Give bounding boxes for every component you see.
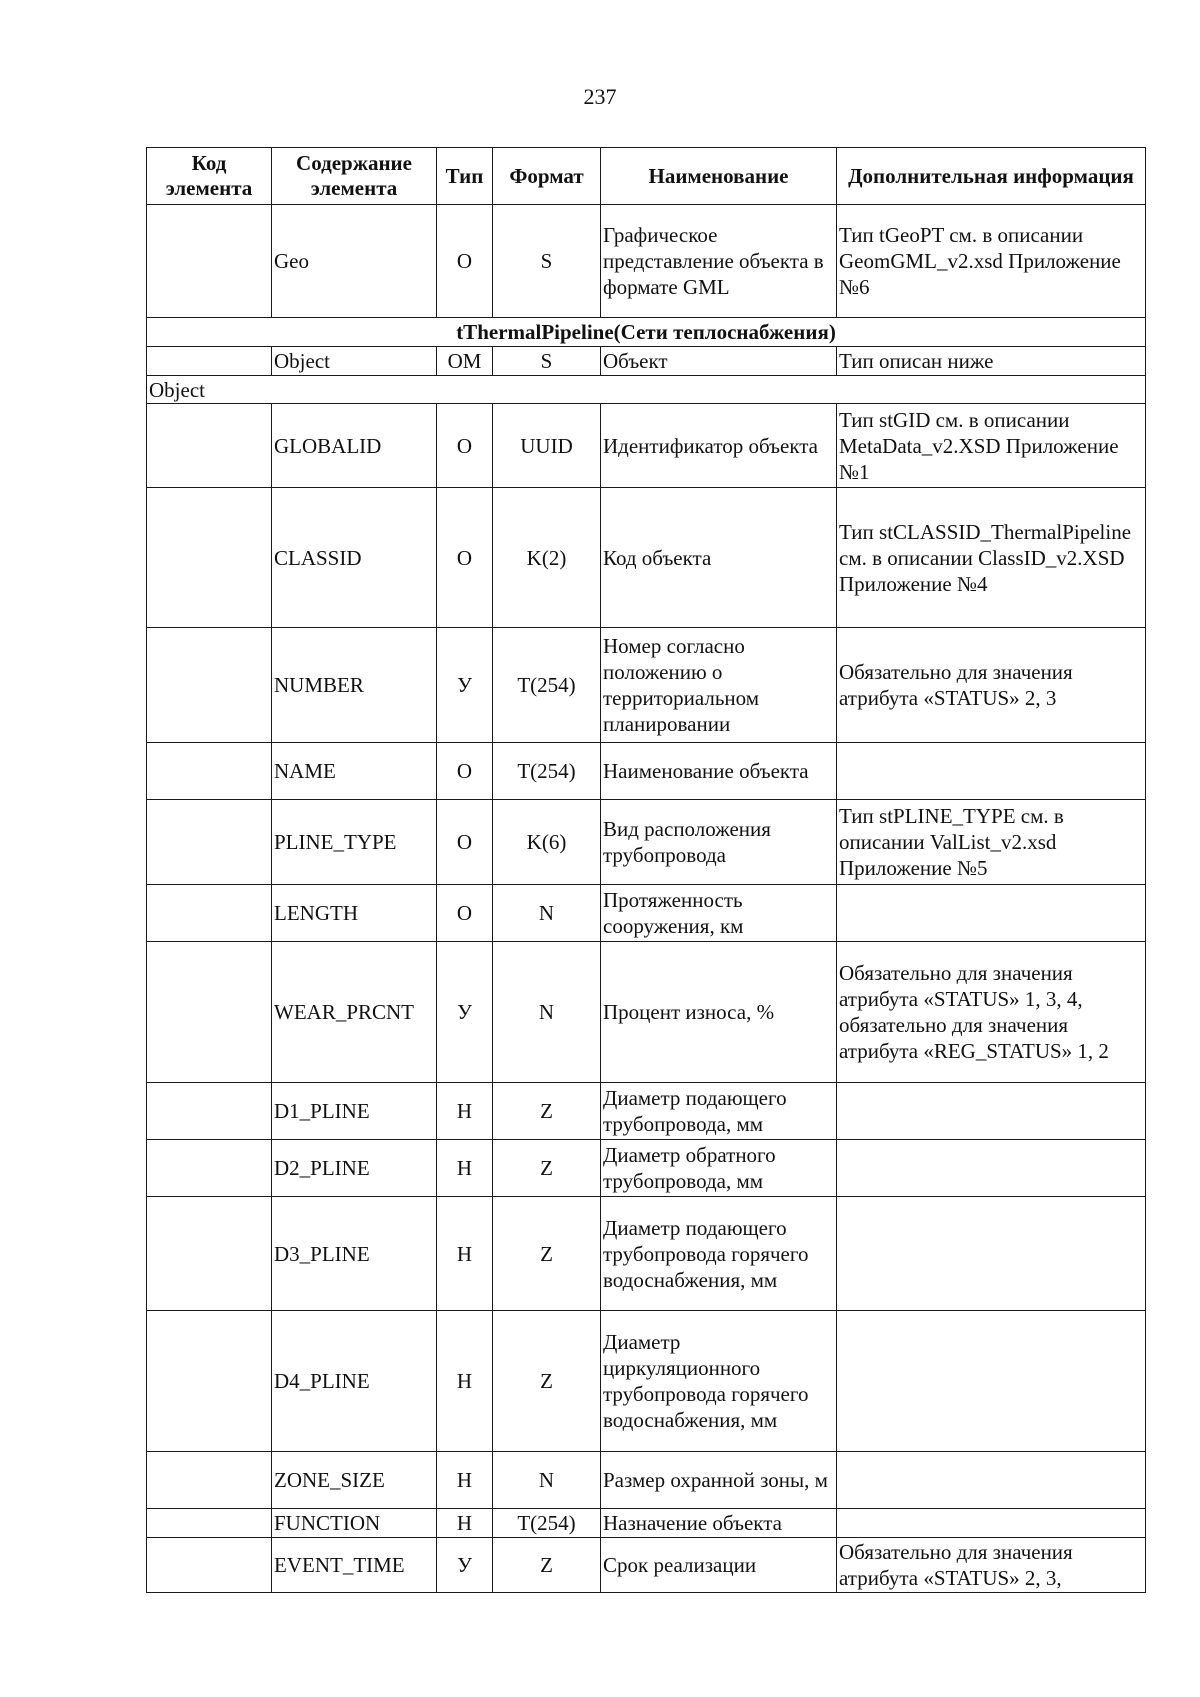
cell-code <box>147 1311 272 1452</box>
cell-type: О <box>437 488 493 628</box>
cell-name: Код объекта <box>601 488 837 628</box>
cell-content: NUMBER <box>272 628 437 743</box>
cell-format: T(254) <box>493 743 601 800</box>
cell-format: Z <box>493 1538 601 1593</box>
cell-name: Диаметр циркуляционного трубопровода горячего водоснабжения, мм <box>601 1311 837 1452</box>
cell-content: GLOBALID <box>272 404 437 488</box>
cell-format: S <box>493 205 601 318</box>
cell-content: CLASSID <box>272 488 437 628</box>
cell-code <box>147 1509 272 1538</box>
table-row <box>147 1509 1146 1538</box>
cell-name: Объект <box>601 347 837 376</box>
table-row <box>147 1197 1146 1311</box>
table-row <box>147 404 1146 488</box>
table-row <box>147 1083 1146 1140</box>
cell-code <box>147 488 272 628</box>
cell-content: FUNCTION <box>272 1509 437 1538</box>
header-name: Наименование <box>601 148 837 205</box>
table-row-object <box>147 347 1146 376</box>
cell-content: D4_PLINE <box>272 1311 437 1452</box>
cell-type: У <box>437 942 493 1083</box>
cell-format: Z <box>493 1197 601 1311</box>
cell-type: Н <box>437 1509 493 1538</box>
cell-type: О <box>437 404 493 488</box>
cell-type: У <box>437 628 493 743</box>
table-row <box>147 800 1146 885</box>
cell-format: S <box>493 347 601 376</box>
cell-type: ОМ <box>437 347 493 376</box>
page-number: 237 <box>583 84 617 109</box>
cell-info: Тип stGID см. в описании MetaData_v2.XSD Приложение №1 <box>837 404 1146 488</box>
cell-format: UUID <box>493 404 601 488</box>
header-content: Содержание элемента <box>272 148 437 205</box>
table-row-geo <box>147 205 1146 318</box>
cell-info <box>837 1452 1146 1509</box>
cell-code <box>147 1197 272 1311</box>
cell-format: Z <box>493 1140 601 1197</box>
cell-content: LENGTH <box>272 885 437 942</box>
cell-type: Н <box>437 1140 493 1197</box>
table-row <box>147 1538 1146 1593</box>
header-format: Формат <box>493 148 601 205</box>
group-label-row <box>147 376 1146 404</box>
cell-info: Тип stCLASSID_ThermalPipeline см. в описании ClassID_v2.XSD Приложение №4 <box>837 488 1146 628</box>
cell-type: Н <box>437 1452 493 1509</box>
cell-format: T(254) <box>493 1509 601 1538</box>
cell-name: Диаметр подающего трубопровода горячего водоснабжения, мм <box>601 1197 837 1311</box>
table-row <box>147 885 1146 942</box>
cell-content: WEAR_PRCNT <box>272 942 437 1083</box>
cell-format: T(254) <box>493 628 601 743</box>
cell-name: Назначение объекта <box>601 1509 837 1538</box>
cell-format: N <box>493 942 601 1083</box>
table-row <box>147 942 1146 1083</box>
cell-format: N <box>493 1452 601 1509</box>
cell-info <box>837 743 1146 800</box>
cell-code <box>147 885 272 942</box>
cell-code <box>147 404 272 488</box>
cell-info <box>837 1509 1146 1538</box>
table-row <box>147 488 1146 628</box>
cell-format: Z <box>493 1083 601 1140</box>
attribute-spec-table <box>146 147 1146 1593</box>
cell-info: Обязательно для значения атрибута «STATUS» 2, 3 <box>837 628 1146 743</box>
table-row <box>147 1140 1146 1197</box>
cell-info <box>837 885 1146 942</box>
cell-name: Диаметр подающего трубопровода, мм <box>601 1083 837 1140</box>
cell-type: О <box>437 205 493 318</box>
cell-name: Процент износа, % <box>601 942 837 1083</box>
cell-content: D1_PLINE <box>272 1083 437 1140</box>
cell-type: О <box>437 800 493 885</box>
section-title: tThermalPipeline(Сети теплоснабжения) <box>147 318 1146 347</box>
cell-code <box>147 743 272 800</box>
cell-content: D3_PLINE <box>272 1197 437 1311</box>
cell-code <box>147 1538 272 1593</box>
cell-content: Object <box>272 347 437 376</box>
cell-format: Z <box>493 1311 601 1452</box>
table-header-row <box>147 148 1146 205</box>
cell-format: K(2) <box>493 488 601 628</box>
table-row <box>147 1311 1146 1452</box>
cell-name: Вид расположения трубопровода <box>601 800 837 885</box>
cell-content: PLINE_TYPE <box>272 800 437 885</box>
cell-content: ZONE_SIZE <box>272 1452 437 1509</box>
cell-type: Н <box>437 1083 493 1140</box>
cell-format: N <box>493 885 601 942</box>
section-title-row <box>147 318 1146 347</box>
cell-type: У <box>437 1538 493 1593</box>
cell-name: Протяженность сооружения, км <box>601 885 837 942</box>
cell-name: Диаметр обратного трубопровода, мм <box>601 1140 837 1197</box>
cell-code <box>147 1083 272 1140</box>
table-row <box>147 1452 1146 1509</box>
header-info: Дополнительная информация <box>837 148 1146 205</box>
cell-name: Наименование объекта <box>601 743 837 800</box>
cell-info: Тип tGeoPT см. в описании GeomGML_v2.xsd Приложение №6 <box>837 205 1146 318</box>
cell-content: Geo <box>272 205 437 318</box>
cell-name: Срок реализации <box>601 1538 837 1593</box>
cell-info <box>837 1083 1146 1140</box>
cell-code <box>147 1140 272 1197</box>
cell-info: Тип stPLINE_TYPE см. в описании ValList_v2.xsd Приложение №5 <box>837 800 1146 885</box>
cell-name: Номер согласно положению о территориальном планировании <box>601 628 837 743</box>
cell-name: Размер охранной зоны, м <box>601 1452 837 1509</box>
cell-name: Идентификатор объекта <box>601 404 837 488</box>
table-row <box>147 743 1146 800</box>
header-code: Код элемента <box>147 148 272 205</box>
cell-info <box>837 1311 1146 1452</box>
cell-info <box>837 1140 1146 1197</box>
cell-content: EVENT_TIME <box>272 1538 437 1593</box>
header-type: Тип <box>437 148 493 205</box>
cell-code <box>147 347 272 376</box>
cell-info: Обязательно для значения атрибута «STATUS» 2, 3, <box>837 1538 1146 1593</box>
table-row <box>147 628 1146 743</box>
group-label: Object <box>147 376 1146 404</box>
cell-type: Н <box>437 1311 493 1452</box>
cell-content: D2_PLINE <box>272 1140 437 1197</box>
cell-format: K(6) <box>493 800 601 885</box>
cell-info: Тип описан ниже <box>837 347 1146 376</box>
cell-info <box>837 1197 1146 1311</box>
cell-type: Н <box>437 1197 493 1311</box>
cell-name: Графическое представление объекта в формате GML <box>601 205 837 318</box>
cell-code <box>147 1452 272 1509</box>
cell-code <box>147 628 272 743</box>
cell-content: NAME <box>272 743 437 800</box>
cell-type: О <box>437 743 493 800</box>
cell-code <box>147 942 272 1083</box>
cell-code <box>147 205 272 318</box>
cell-type: О <box>437 885 493 942</box>
cell-code <box>147 800 272 885</box>
cell-info: Обязательно для значения атрибута «STATUS» 1, 3, 4, обязательно для значения атрибута «REG_STATUS» 1, 2 <box>837 942 1146 1083</box>
